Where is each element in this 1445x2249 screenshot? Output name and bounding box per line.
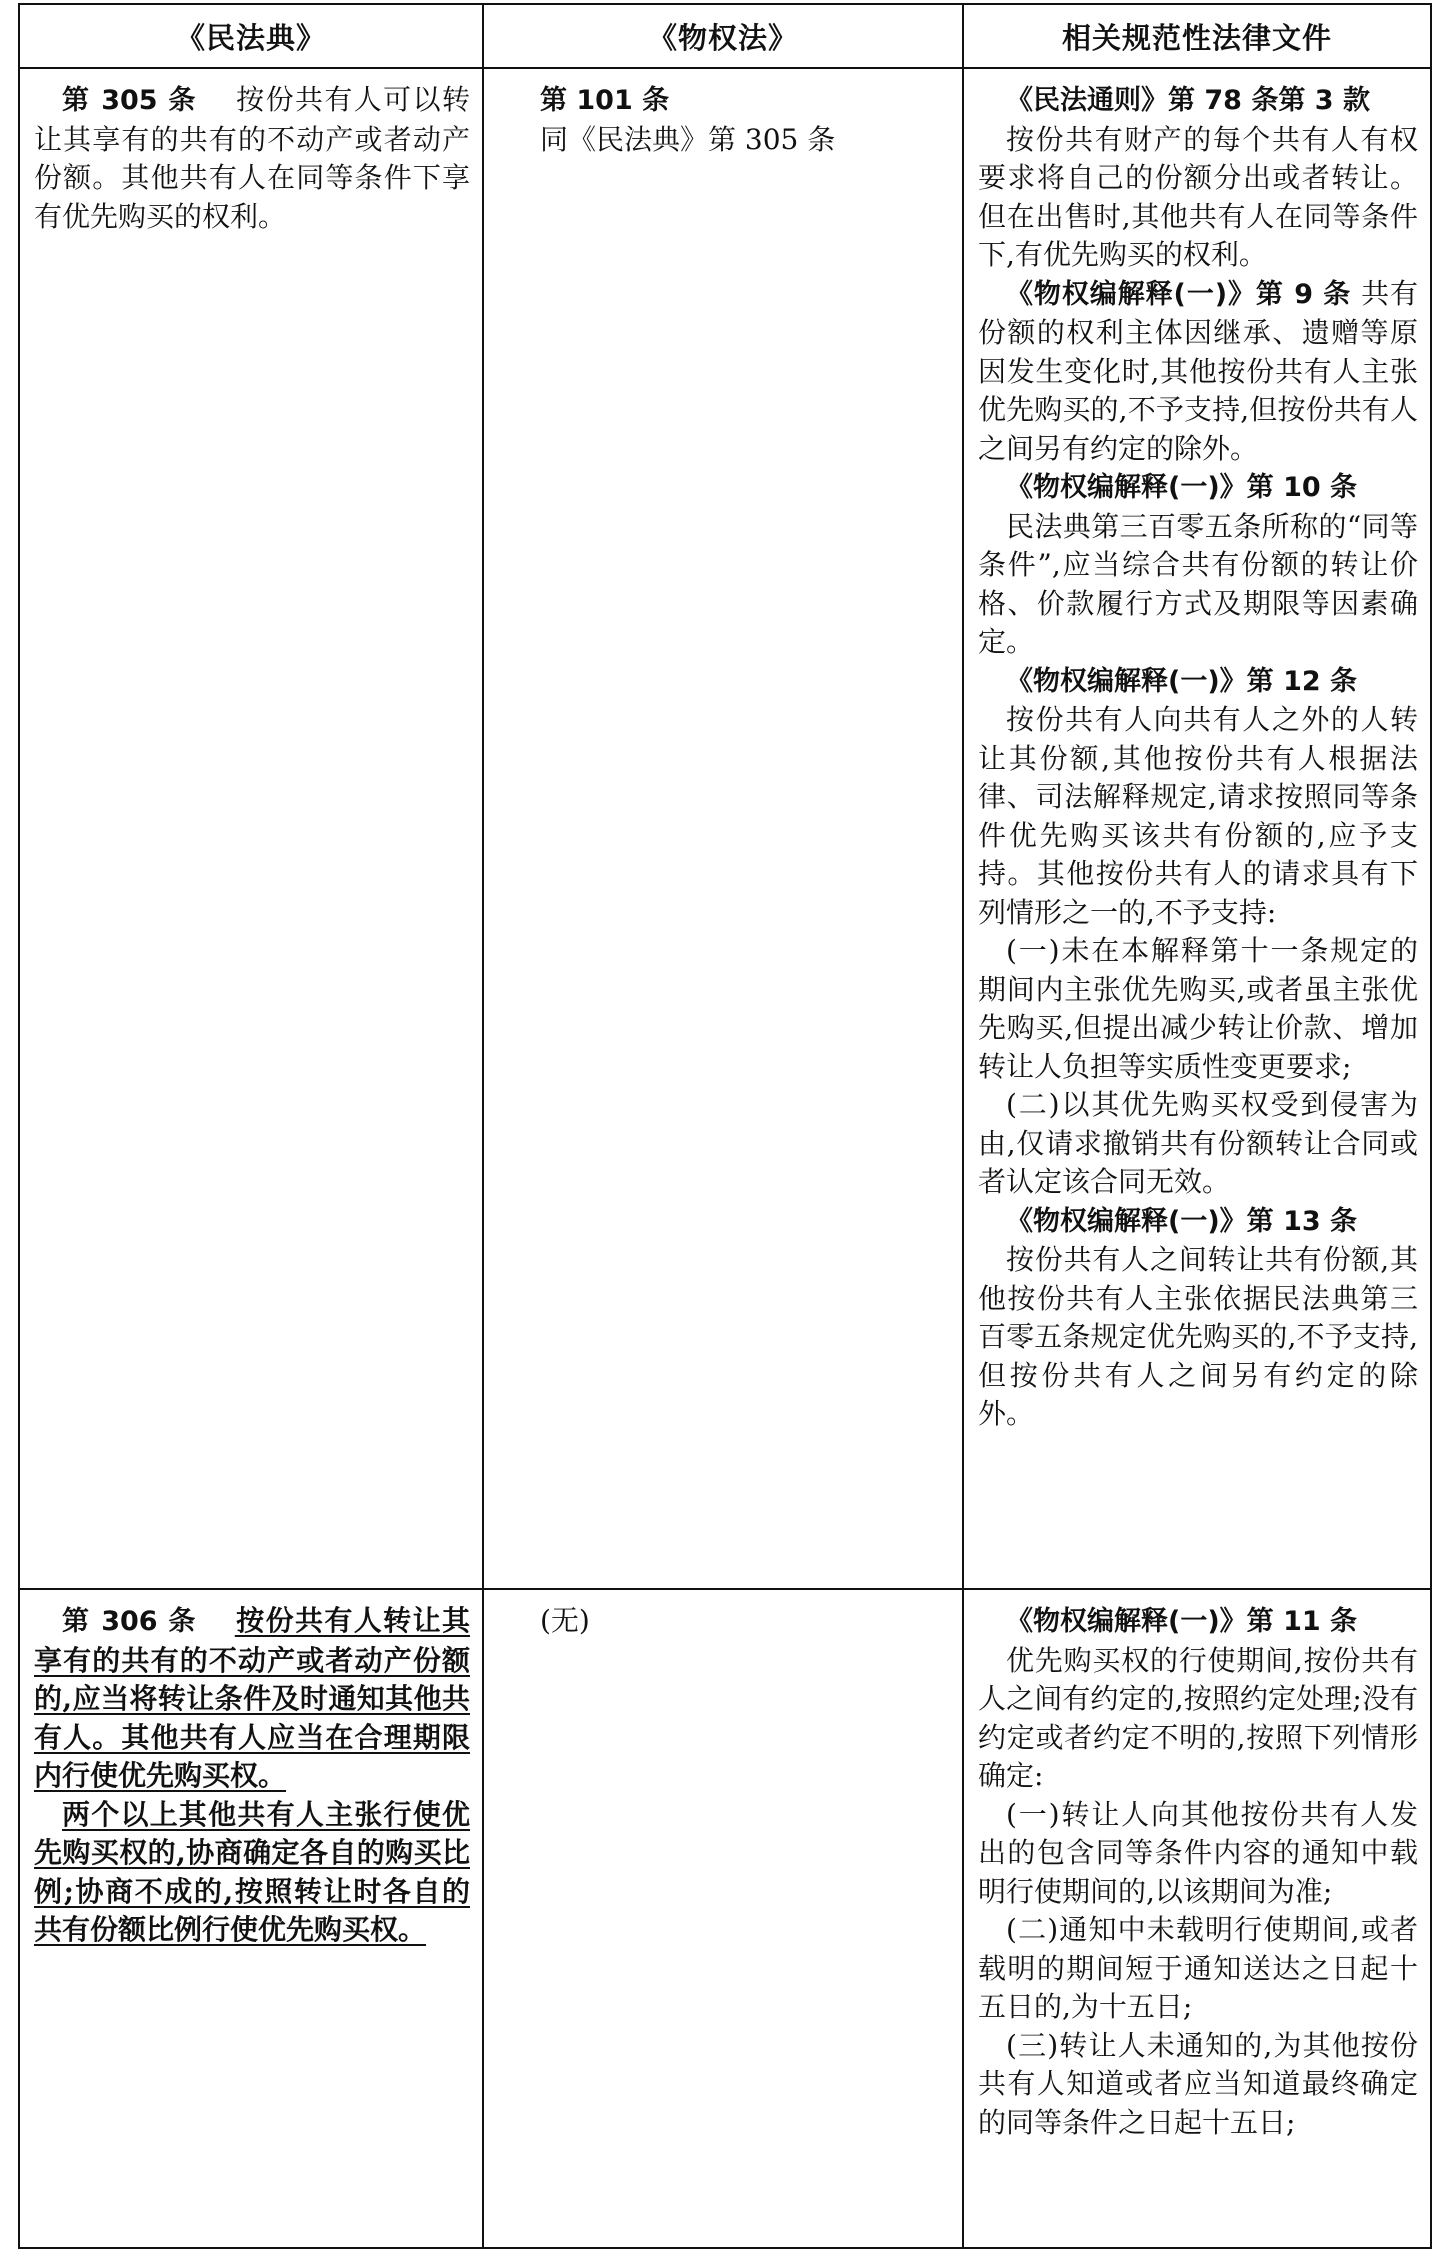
related-item: (二)通知中未载明行使期间,或者载明的期间短于通知送达之日起十五日的,为十五日;	[978, 1913, 1418, 2023]
related-paragraph	[978, 1202, 1418, 1242]
property-law-cell	[483, 68, 963, 1589]
related-text: 按份共有人之间转让共有份额,其他按份共有人主张依据民法典第三百零五条规定优先购买的,不予支持,但按份共有人之间另有约定的除外。	[978, 1243, 1418, 1430]
related-title: 《物权编解释(一)》第 13 条	[1006, 1205, 1358, 1237]
related-item: (一)未在本解释第十一条规定的期间内主张优先购买,或者虽主张优先购买,但提出减少转让价款、增加转让人负担等实质性变更要求;	[978, 934, 1418, 1083]
article-paragraph	[498, 81, 950, 121]
comparison-table	[18, 3, 1432, 2249]
related-title: 《物权编解释(一)》第 11 条	[1006, 1606, 1358, 1637]
related-text: 优先购买权的行使期间,按份共有人之间有约定的,按照约定处理;没有约定或者约定不明的,按照下列情形确定:	[978, 1643, 1418, 1792]
article-number: 第 306 条	[62, 1606, 197, 1637]
related-title: 《物权编解释(一)》第 12 条	[1006, 665, 1358, 697]
article-text: 两个以上其他共有人主张行使优先购买权的,协商确定各自的购买比例;协商不成的,按照转让时各自的共有份额比例行使优先购买权。	[34, 1797, 470, 1946]
related-item: (三)转让人未通知的,为其他按份共有人知道或者应当知道最终确定的同等条件之日起十五日;	[978, 2028, 1418, 2139]
table-row	[19, 68, 1431, 1589]
article-paragraph	[34, 1796, 470, 1950]
article-number: 第 305 条	[62, 85, 197, 116]
related-text: 民法典第三百零五条所称的“同等条件”,应当综合共有份额的转让价格、价款履行方式及期限等因素确定。	[978, 509, 1418, 658]
related-paragraph	[978, 662, 1418, 702]
related-title: 《物权编解释(一)》第 9 条	[1006, 278, 1352, 310]
article-paragraph	[34, 1602, 470, 1796]
related-paragraph	[978, 468, 1418, 508]
related-title: 《物权编解释(一)》第 10 条	[1006, 472, 1358, 503]
related-item: (二)以其优先购买权受到侵害为由,仅请求撤销共有份额转让合同或者认定该合同无效。	[978, 1088, 1418, 1198]
related-documents-cell	[963, 68, 1431, 1589]
header-related-documents: 相关规范性法律文件	[963, 4, 1431, 68]
article-text: 按份共有人可以转让其享有的共有的不动产或者动产份额。其他共有人在同等条件下享有优先购买的权利。	[34, 83, 470, 233]
related-documents-cell	[963, 1589, 1431, 2248]
related-text: 按份共有财产的每个共有人有权要求将自己的份额分出或者转让。但在出售时,其他共有人在同等条件下,有优先购买的权利。	[978, 122, 1418, 271]
related-paragraph	[978, 81, 1418, 121]
related-title: 《民法通则》第 78 条第 3 款	[1006, 85, 1370, 116]
article-text: (无)	[540, 1604, 590, 1637]
article-text: 按份共有人转让其享有的共有的不动产或者动产份额的,应当将转让条件及时通知其他共有人。其他共有人应当在合理期限内行使优先购买权。	[34, 1604, 470, 1792]
article-text: 同《民法典》第 305 条	[540, 122, 836, 156]
civil-code-cell	[19, 68, 483, 1589]
header-property-law: 《物权法》	[483, 4, 963, 68]
related-text: 按份共有人向共有人之外的人转让其份额,其他按份共有人根据法律、司法解释规定,请求按照同等条件优先购买该共有份额的,应予支持。其他按份共有人的请求具有下列情形之一的,不予支持:	[978, 703, 1418, 929]
article-number: 第 101 条	[540, 85, 670, 116]
related-paragraph	[978, 1602, 1418, 1642]
table-row	[19, 1589, 1431, 2248]
property-law-cell	[483, 1589, 963, 2248]
related-item: (一)转让人向其他按份共有人发出的包含同等条件内容的通知中载明行使期间的,以该期间为准;	[978, 1797, 1418, 1908]
related-text: 共有份额的权利主体因继承、遗赠等原因发生变化时,其他按份共有人主张优先购买的,不予支持,但按份共有人之间另有约定的除外。	[978, 276, 1418, 465]
civil-code-cell	[19, 1589, 483, 2248]
header-civil-code: 《民法典》	[19, 4, 483, 68]
table-header-row	[19, 4, 1431, 68]
related-paragraph	[978, 275, 1418, 469]
article-paragraph	[34, 81, 470, 236]
